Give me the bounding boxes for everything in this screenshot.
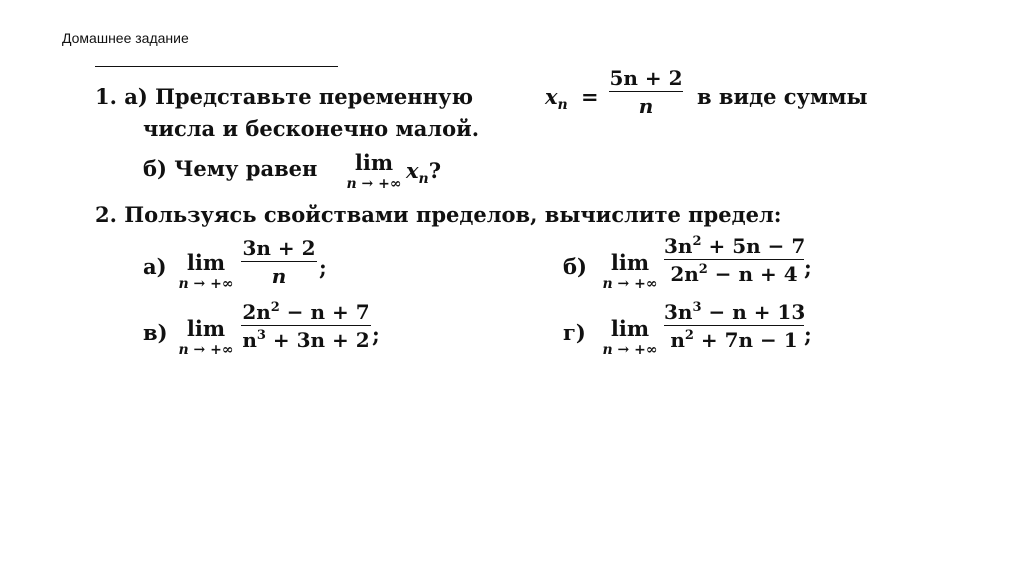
task2-b-num-sup: 2 <box>692 234 702 249</box>
task2-g-den-sup: 2 <box>684 328 694 343</box>
task1-line1-text <box>95 86 473 107</box>
task2-v-lim <box>170 318 242 357</box>
task1-fraction <box>609 68 683 116</box>
task2-v-num-pre: 2n <box>242 300 271 324</box>
task2-v-num <box>241 302 371 322</box>
task2-g-num <box>664 302 804 322</box>
task2-b-end: ; <box>804 255 812 280</box>
task2-v-lim-word: lim <box>186 316 226 341</box>
task2-v-lim-sub: n → +∞ <box>178 342 234 358</box>
task2-v-fraction <box>241 302 371 350</box>
task2-b-num-pre: 3n <box>664 234 693 258</box>
task2-v-den-pre: n <box>242 328 257 352</box>
task2-g-den-pre: n <box>670 328 685 352</box>
task1-equals: = <box>581 84 599 109</box>
task1-a-suffix: в виде суммы <box>697 84 868 109</box>
task2-a-lim-word: lim <box>186 250 226 275</box>
task2-number: 2. <box>95 202 117 227</box>
task2-g-den-post: + 7n − 1 <box>693 328 798 352</box>
task2-b-num <box>664 236 804 256</box>
task2-a-label: а) <box>143 254 167 279</box>
task2-b-lim <box>594 252 666 291</box>
task2-g-num-sup: 3 <box>692 300 702 315</box>
title-underline <box>95 66 338 67</box>
task2-a-fraction <box>241 238 317 286</box>
task2-b-lim-word: lim <box>610 250 650 275</box>
task2-v-bar <box>241 325 371 326</box>
task2-b-num-post: + 5n − 7 <box>701 234 806 258</box>
task2-a-bar <box>241 261 317 262</box>
task1-b-var-base: x <box>406 158 419 183</box>
task2-header <box>95 204 782 225</box>
task2-g-lim-word: lim <box>610 316 650 341</box>
task2-v-num-post: − n + 7 <box>279 300 370 324</box>
task2-b-den <box>664 264 804 284</box>
task1-b-var-sub: n <box>418 171 429 187</box>
task1-frac-bar <box>609 91 683 92</box>
task1-a-prefix: а) Представьте переменную <box>124 84 474 109</box>
task2-b-den-sup: 2 <box>698 262 708 277</box>
task2-a-end: ; <box>319 255 327 280</box>
task1-b-suffix: ? <box>428 158 442 183</box>
task2-b-den-post: − n + 4 <box>707 262 798 286</box>
task2-b-label: б) <box>563 254 587 279</box>
task1-number: 1. <box>95 84 117 109</box>
task2-a-den: n <box>271 264 287 288</box>
task2-g-lim <box>594 318 666 357</box>
task2-g-end: ; <box>804 322 812 347</box>
task2-g-bar <box>664 325 804 326</box>
task2-v-den <box>241 330 371 350</box>
task2-g-label: г) <box>563 320 586 345</box>
task2-a-num: 3n + 2 <box>242 236 316 260</box>
task2-g-fraction <box>664 302 804 350</box>
task2-v-label: в) <box>143 320 168 345</box>
task2-g-num-pre: 3n <box>664 300 693 324</box>
task2-v-den-post: + 3n + 2 <box>265 328 370 352</box>
task1-variable <box>545 84 599 113</box>
task2-g-den <box>664 330 804 350</box>
task2-b-lim-sub: n → +∞ <box>602 276 658 292</box>
task2-b-fraction <box>664 236 804 284</box>
task2-v-den-sup: 3 <box>256 328 266 343</box>
task1-lim-word: lim <box>354 150 394 175</box>
task1-b-var <box>406 158 442 187</box>
task2-a-lim-sub: n → +∞ <box>178 276 234 292</box>
task2-v-num-sup: 2 <box>270 300 280 315</box>
task1-lim <box>338 152 410 191</box>
task1-frac-num: 5n + 2 <box>609 66 683 90</box>
task2-a-lim <box>170 252 242 291</box>
task1-frac-den: n <box>638 94 654 118</box>
task1-a-line2: числа и бесконечно малой. <box>143 116 480 141</box>
task2-b-bar <box>664 259 804 260</box>
task2-v-end: ; <box>372 322 380 347</box>
task1-var-base: x <box>545 84 558 109</box>
task2-text: Пользуясь свойствами пределов, вычислите предел: <box>124 202 782 227</box>
task1-b-prefix: б) Чему равен <box>143 156 318 181</box>
task1-lim-sub: n → +∞ <box>346 176 402 192</box>
task2-g-num-post: − n + 13 <box>701 300 806 324</box>
task2-b-den-pre: 2n <box>670 262 699 286</box>
task2-g-lim-sub: n → +∞ <box>602 342 658 358</box>
task1-var-sub: n <box>557 97 568 113</box>
slide-title: Домашнее задание <box>62 30 189 46</box>
